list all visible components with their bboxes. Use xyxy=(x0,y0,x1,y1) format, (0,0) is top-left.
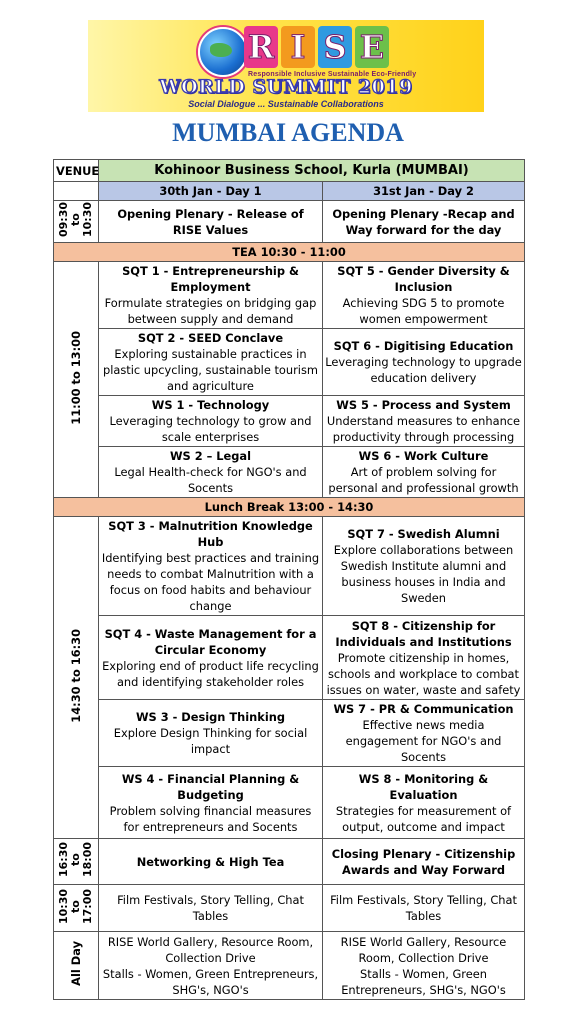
morning-row-2 xyxy=(54,329,525,396)
globe-icon xyxy=(198,27,248,77)
festivals-row xyxy=(54,885,525,932)
opening-time-text: 09:30 to 10:30 xyxy=(57,202,94,238)
opening-day2: Opening Plenary -Recap and Way forward for the day xyxy=(323,201,525,243)
session-cell: WS 5 - Process and System Understand measures to enhance productivity through processing xyxy=(323,396,525,447)
session-cell: SQT 7 - Swedish Alumni Explore collaborations between Swedish Institute alumni and business houses in India and Sweden xyxy=(323,517,525,616)
session-cell: SQT 8 - Citizenship for Individuals and Institutions Promote citizenship in homes, schools and workplace to combat issues on water, waste and safety xyxy=(323,616,525,700)
opening-row xyxy=(54,201,525,243)
afternoon-row-2 xyxy=(54,616,525,700)
evening-day2: Closing Plenary - Citizenship Awards and Way Forward xyxy=(323,839,525,885)
morning-row-1 xyxy=(54,262,525,329)
evening-day1: Networking & High Tea xyxy=(99,839,323,885)
days-row xyxy=(54,182,525,201)
days-row-blank xyxy=(54,182,99,201)
logo-letter-i: I xyxy=(281,26,315,68)
festivals-time: 10:30 to 17:00 xyxy=(54,885,99,932)
agenda-table xyxy=(53,159,525,1000)
all-day-day2: RISE World Gallery, Resource Room, Collection Drive Stalls - Women, Green Entrepreneurs, SHG's, NGO's xyxy=(323,932,525,1000)
opening-day1: Opening Plenary - Release of RISE Values xyxy=(99,201,323,243)
venue-name: Kohinoor Business School, Kurla (MUMBAI) xyxy=(99,160,525,182)
session-cell: WS 2 – Legal Legal Health-check for NGO's and Socents xyxy=(99,447,323,498)
lunch-break-row xyxy=(54,498,525,517)
logo-letter-e: E xyxy=(355,26,389,68)
afternoon-row-3 xyxy=(54,700,525,767)
festivals-day2: Film Festivals, Story Telling, Chat Tables xyxy=(323,885,525,932)
banner-tagline: Responsible Inclusive Sustainable Eco-Friendly xyxy=(248,71,417,78)
all-day-row xyxy=(54,932,525,1000)
afternoon-row-4 xyxy=(54,767,525,839)
logo-letter-r: R xyxy=(244,26,278,68)
opening-time xyxy=(54,201,99,243)
day2-header: 31st Jan - Day 2 xyxy=(323,182,525,201)
session-cell: WS 6 - Work Culture Art of problem solving for personal and professional growth xyxy=(323,447,525,498)
session-cell: WS 7 - PR & Communication Effective news media engagement for NGO's and Socents xyxy=(323,700,525,767)
evening-time: 16:30 to 18:00 xyxy=(54,839,99,885)
morning-row-3 xyxy=(54,396,525,447)
morning-row-4 xyxy=(54,447,525,498)
morning-time: 11:00 to 13:00 xyxy=(54,262,99,498)
session-cell: WS 8 - Monitoring & Evaluation Strategies for measurement of output, outcome and impact xyxy=(323,767,525,839)
venue-label: VENUE xyxy=(54,160,99,182)
banner-subtitle: Social Dialogue ... Sustainable Collaborations xyxy=(188,99,384,109)
session-cell: WS 4 - Financial Planning & Budgeting Problem solving financial measures for entrepreneurs and Socents xyxy=(99,767,323,839)
session-cell: WS 1 - Technology Leveraging technology to grow and scale enterprises xyxy=(99,396,323,447)
session-cell: WS 3 - Design Thinking Explore Design Thinking for social impact xyxy=(99,700,323,767)
page-title: MUMBAI AGENDA xyxy=(172,118,404,147)
tea-break: TEA 10:30 - 11:00 xyxy=(54,243,525,262)
evening-row xyxy=(54,839,525,885)
session-cell: SQT 5 - Gender Diversity & Inclusion Achieving SDG 5 to promote women empowerment xyxy=(323,262,525,329)
rise-logo xyxy=(244,26,389,68)
session-cell: SQT 4 - Waste Management for a Circular Economy Exploring end of product life recycling and identifying stakeholder roles xyxy=(99,616,323,700)
afternoon-row-1 xyxy=(54,517,525,616)
venue-row xyxy=(54,160,525,182)
banner-title: WORLD SUMMIT 2019 xyxy=(159,76,413,98)
lunch-break: Lunch Break 13:00 - 14:30 xyxy=(54,498,525,517)
all-day-day1: RISE World Gallery, Resource Room, Collection Drive Stalls - Women, Green Entrepreneurs, SHG's, NGO's xyxy=(99,932,323,1000)
session-cell: SQT 1 - Entrepreneurship & Employment Formulate strategies on bridging gap between supply and demand xyxy=(99,262,323,329)
session-cell: SQT 6 - Digitising Education Leveraging technology to upgrade education delivery xyxy=(323,329,525,396)
day1-header: 30th Jan - Day 1 xyxy=(99,182,323,201)
festivals-day1: Film Festivals, Story Telling, Chat Tables xyxy=(99,885,323,932)
session-cell: SQT 3 - Malnutrition Knowledge Hub Identifying best practices and training needs to combat Malnutrition with a focus on food habits and behaviour change xyxy=(99,517,323,616)
tea-break-row xyxy=(54,243,525,262)
all-day-time: All Day xyxy=(54,932,99,1000)
session-cell: SQT 2 - SEED Conclave Exploring sustainable practices in plastic upcycling, sustainable tourism and agriculture xyxy=(99,329,323,396)
afternoon-time: 14:30 to 16:30 xyxy=(54,517,99,839)
rise-banner xyxy=(88,20,484,112)
logo-letter-s: S xyxy=(318,26,352,68)
